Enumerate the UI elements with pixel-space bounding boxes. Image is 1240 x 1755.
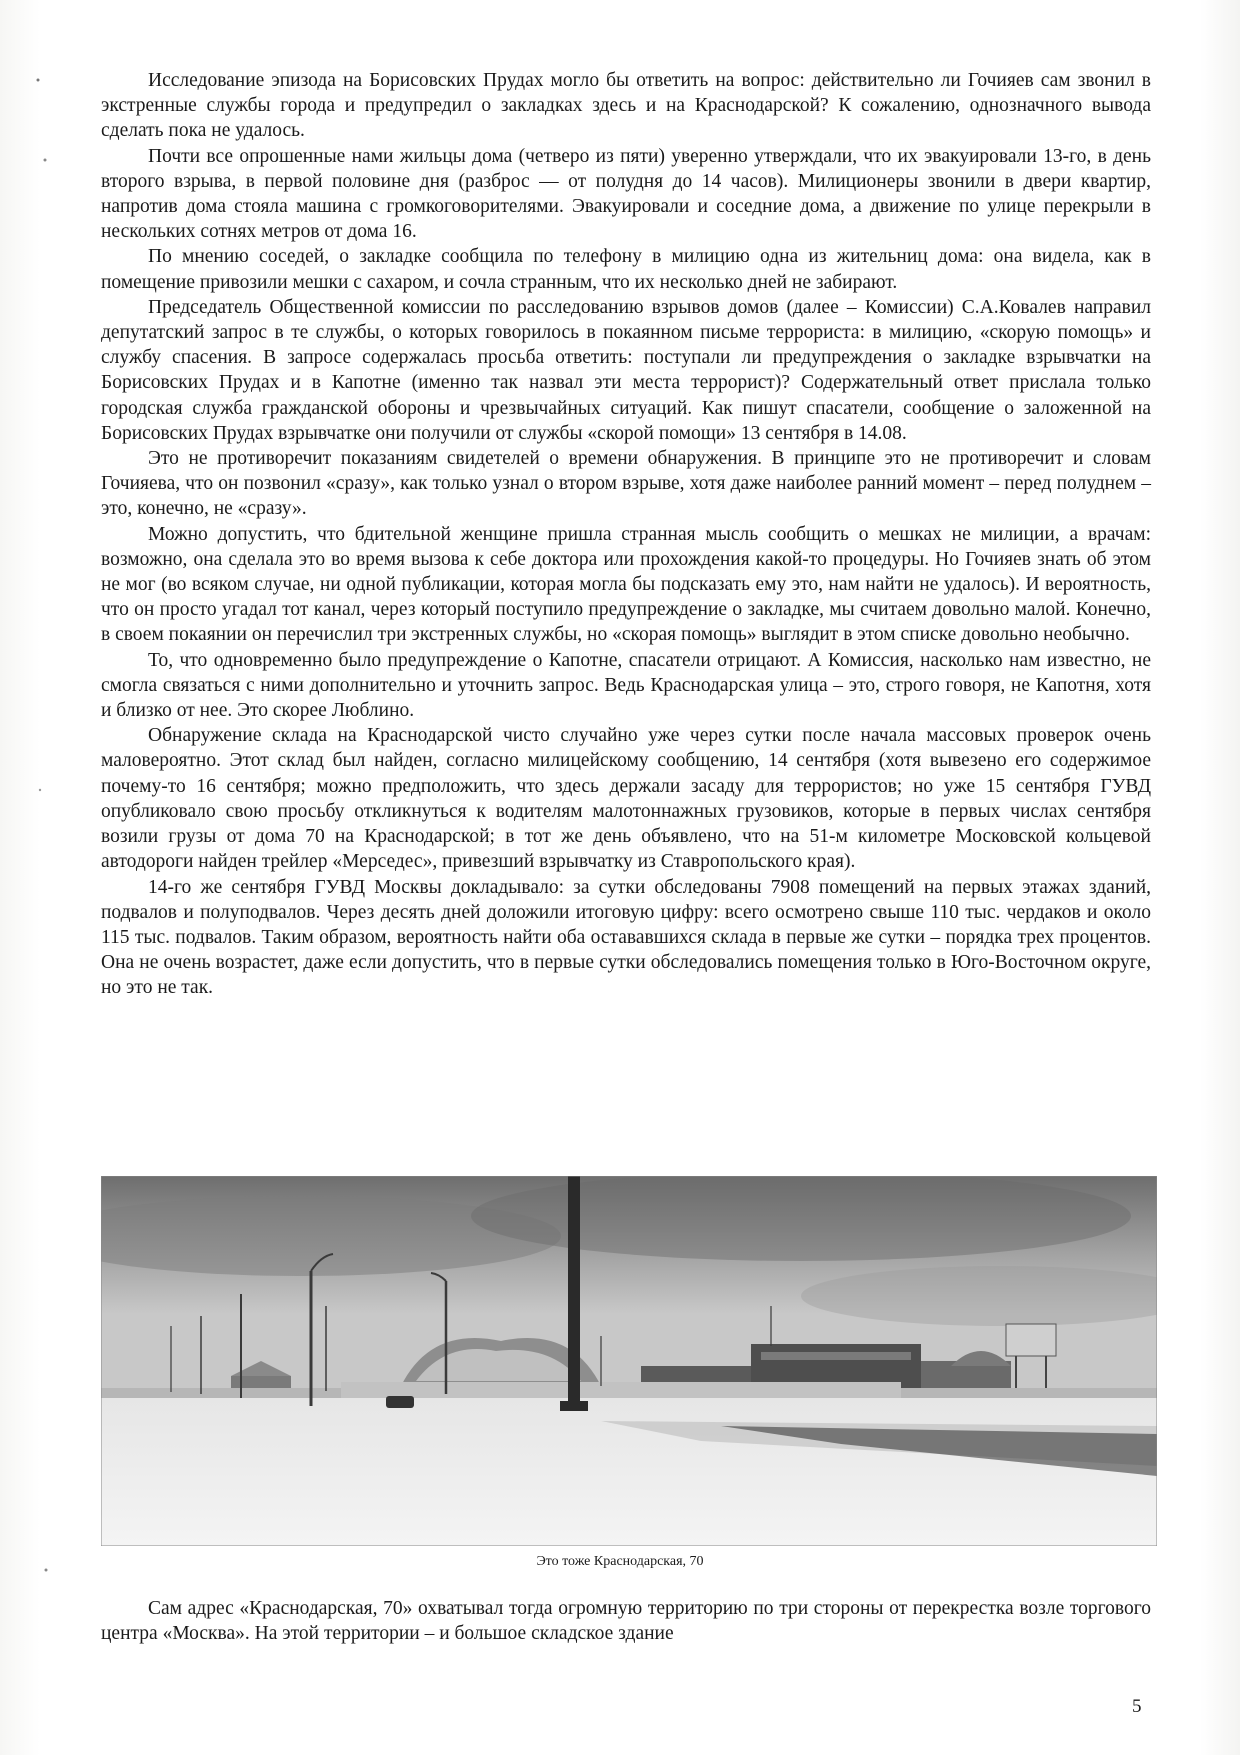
page-number: 5 [1132, 1696, 1142, 1717]
closing-paragraph: Сам адрес «Краснодарская, 70» охватывал тогда огромную территорию по три стороны от перекрестка возле торгового центра «Москва». На этой территории – и большое складское здание [101, 1598, 1151, 1645]
paragraph-8: Обнаружение склада на Краснодарской чисто случайно уже через сутки после начала массовых проверок очень маловероятно. Этот склад был найден, согласно милицейскому сообщению, 14 сентября (хотя вывезено его содержимое почему-то 16 сентября; можно предположить, что здесь держали засаду для террористов; но уже 15 сентября ГУВД опубликовало свою просьбу откликнуться к водителям малотоннажных грузовиков, которые в первых числах сентября возили грузы от дома 70 на Краснодарской; в тот же день объявлено, что на 51-м километре Московской кольцевой автодороги найден трейлер «Мерседес», привезший взрывчатку из Ставропольского края). [101, 725, 1151, 873]
paragraph-9: 14-го же сентября ГУВД Москвы докладывало: за сутки обследованы 7908 помещений на первых этажах зданий, подвалов и полуподвалов. Через десять дней доложили итоговую цифру: всего осмотрено свыше 110 тыс. чердаков и около 115 тыс. подвалов. Таким образом, вероятность найти оба остававшихся склада в первые же сутки – порядка трех процентов. Она не очень возрастет, даже если допустить, что в первые сутки обследовались помещения только в Юго-Восточном округе, но это не так. [101, 876, 1151, 999]
paragraph-1: Исследование эпизода на Борисовских Прудах могло бы ответить на вопрос: действительно ли Гочияев сам звонил в экстренные службы города и предупредил о закладках здесь и на Краснодарской? К сожалению, однозначного вывода сделать пока не удалось. [101, 70, 1151, 142]
street-photo [101, 1176, 1157, 1546]
paragraph-6: Можно допустить, что бдительной женщине пришла странная мысль сообщить о мешках не милиции, а врачам: возможно, она сделала это во время вызова к себе доктора или прохождения какой-то процедуры. Но Гочияев знать об этом не мог (во всяком случае, ни одной публикации, которая могла бы подсказать ему это, нам найти не удалось). И вероятность, что он просто угадал тот канал, через который поступило предупреждение о закладке, мы считаем довольно малой. Конечно, в своем покаянии он перечислил три экстренных службы, но «скорая помощь» выглядит в этом списке довольно необычно. [101, 523, 1151, 646]
paragraph-7: То, что одновременно было предупреждение о Капотне, спасатели отрицают. А Комиссия, насколько нам известно, не смогла связаться с ними дополнительно и уточнить запрос. Ведь Краснодарская улица – это, строго говоря, не Капотня, хотя и близко от нее. Это скорее Люблино. [101, 649, 1151, 722]
paragraph-4: Председатель Общественной комиссии по расследованию взрывов домов (далее – Комиссии) С.А.Ковалев направил депутатский запрос в те службы, о которых говорилось в покаянном письме террориста: в милицию, «скорую помощь» и службу спасения. В запросе содержалась просьба ответить: поступали ли предупреждения о закладке взрывчатки на Борисовских Прудах и в Капотне (именно так назвал эти места террорист)? Содержательный ответ прислала только городская служба гражданской обороны и чрезвычайных ситуаций. Как пишут спасатели, сообщение о заложенной на Борисовских Прудах взрывчатке они получили от службы «скорой помощи» 13 сентября в 14.08. [101, 296, 1151, 444]
body-text [101, 68, 1151, 1001]
paragraph-2: Почти все опрошенные нами жильцы дома (четверо из пяти) уверенно утверждали, что их эвакуировали 13-го, в день второго взрыва, в первой половине дня (разброс — от полудня до 14 часов). Милиционеры звонили в двери квартир, напротив дома стояла машина с громкоговорителями. Эвакуировали и соседние дома, а движение по улице перекрыли в нескольких сотнях метров от дома 16. [101, 145, 1151, 243]
street-photo-image [101, 1176, 1157, 1546]
closing-text [101, 1596, 1151, 1646]
photo-caption: Это тоже Краснодарская, 70 [536, 1554, 704, 1569]
paragraph-3: По мнению соседей, о закладке сообщила по телефону в милицию одна из жительниц дома: она видела, как в помещение привозили мешки с сахаром, и сочла странным, что их несколько дней не забирают. [101, 246, 1151, 293]
paragraph-5: Это не противоречит показаниям свидетелей о времени обнаружения. В принципе это не противоречит и словам Гочияева, что он позвонил «сразу», как только узнал о втором взрыве, хотя даже наиболее ранний момент – перед полуднем – это, конечно, не «сразу». [101, 448, 1151, 520]
